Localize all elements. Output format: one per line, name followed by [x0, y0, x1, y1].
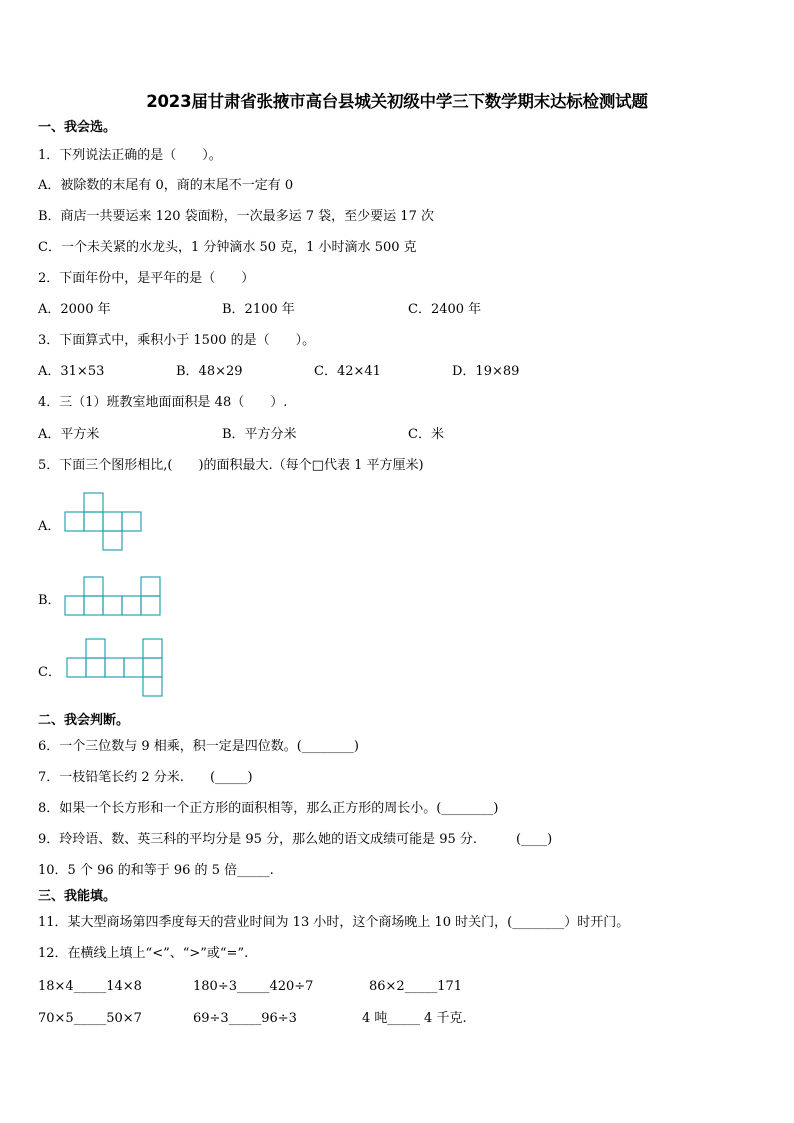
grid-cell	[143, 677, 162, 696]
grid-cell	[105, 658, 124, 677]
question-9: 9．玲玲语、数、英三科的平均分是 95 分，那么她的语文成绩可能是 95 分. (____)	[38, 832, 553, 847]
section-heading-choose: 一、我会选。	[38, 120, 117, 135]
figure-a-label: A．	[38, 519, 61, 534]
question-2-option-a: A．2000 年	[38, 302, 111, 317]
question-3-option-a: A．31×53	[38, 364, 105, 379]
compare-item-6: 4 吨_____ 4 千克.	[362, 1011, 467, 1026]
question-2-stem: 2．下面年份中，是平年的是（ ）	[38, 271, 255, 286]
grid-cell	[67, 658, 86, 677]
question-2-option-c: C．2400 年	[408, 302, 482, 317]
compare-item-4: 70×5_____50×7	[38, 1011, 142, 1026]
page-title: 2023届甘肃省张掖市高台县城关初级中学三下数学期末达标检测试题	[146, 92, 648, 111]
question-3-option-d: D．19×89	[452, 364, 520, 379]
question-4-option-b: B．平方分米	[222, 427, 297, 442]
question-4-option-a: A．平方米	[38, 427, 100, 442]
figure-b-label: B．	[38, 593, 61, 608]
grid-cell	[86, 639, 105, 658]
question-3-option-c: C．42×41	[314, 364, 381, 379]
question-1-option-b: B．商店一共要运来 120 袋面粉，一次最多运 7 袋，至少要运 17 次	[38, 209, 434, 224]
section-heading-fill: 三、我能填。	[38, 889, 117, 904]
question-7: 7．一枝铅笔长约 2 分米. (_____)	[38, 770, 253, 785]
grid-cell	[143, 639, 162, 658]
question-5-stem: 5．下面三个图形相比,( )的面积最大.（每个□代表 1 平方厘米)	[38, 458, 424, 473]
compare-item-5: 69÷3_____96÷3	[193, 1011, 297, 1026]
question-4-stem: 4．三（1）班教室地面面积是 48（ ）.	[38, 395, 288, 410]
question-12-stem: 12．在横线上填上“<”、“>”或“=”.	[38, 946, 249, 961]
question-1-option-c: C．一个未关紧的水龙头，1 分钟滴水 50 克，1 小时滴水 500 克	[38, 240, 417, 255]
question-1-option-a: A．被除数的末尾有 0，商的末尾不一定有 0	[38, 178, 294, 193]
question-3-option-b: B．48×29	[176, 364, 243, 379]
question-1-stem: 1．下列说法正确的是（ ）。	[38, 148, 222, 163]
question-6: 6．一个三位数与 9 相乘，积一定是四位数。(________)	[38, 739, 359, 754]
question-4-option-c: C．米	[408, 427, 444, 442]
grid-cell	[143, 658, 162, 677]
grid-cell	[124, 658, 143, 677]
question-2-option-b: B．2100 年	[222, 302, 295, 317]
question-8: 8．如果一个长方形和一个正方形的面积相等，那么正方形的周长小。(________)	[38, 801, 499, 816]
compare-item-2: 180÷3_____420÷7	[193, 979, 314, 994]
question-10: 10．5 个 96 的和等于 96 的 5 倍_____.	[38, 863, 274, 878]
question-11: 11．某大型商场第四季度每天的营业时间为 13 小时，这个商场晚上 10 时关门，(________）时开门。	[38, 915, 630, 930]
grid-cell	[86, 658, 105, 677]
compare-item-1: 18×4_____14×8	[38, 979, 142, 994]
section-heading-judge: 二、我会判断。	[38, 713, 130, 728]
question-3-stem: 3．下面算式中，乘积小于 1500 的是（ ）。	[38, 333, 316, 348]
compare-item-3: 86×2_____171	[369, 979, 463, 994]
figure-c-label: C．	[38, 665, 61, 680]
